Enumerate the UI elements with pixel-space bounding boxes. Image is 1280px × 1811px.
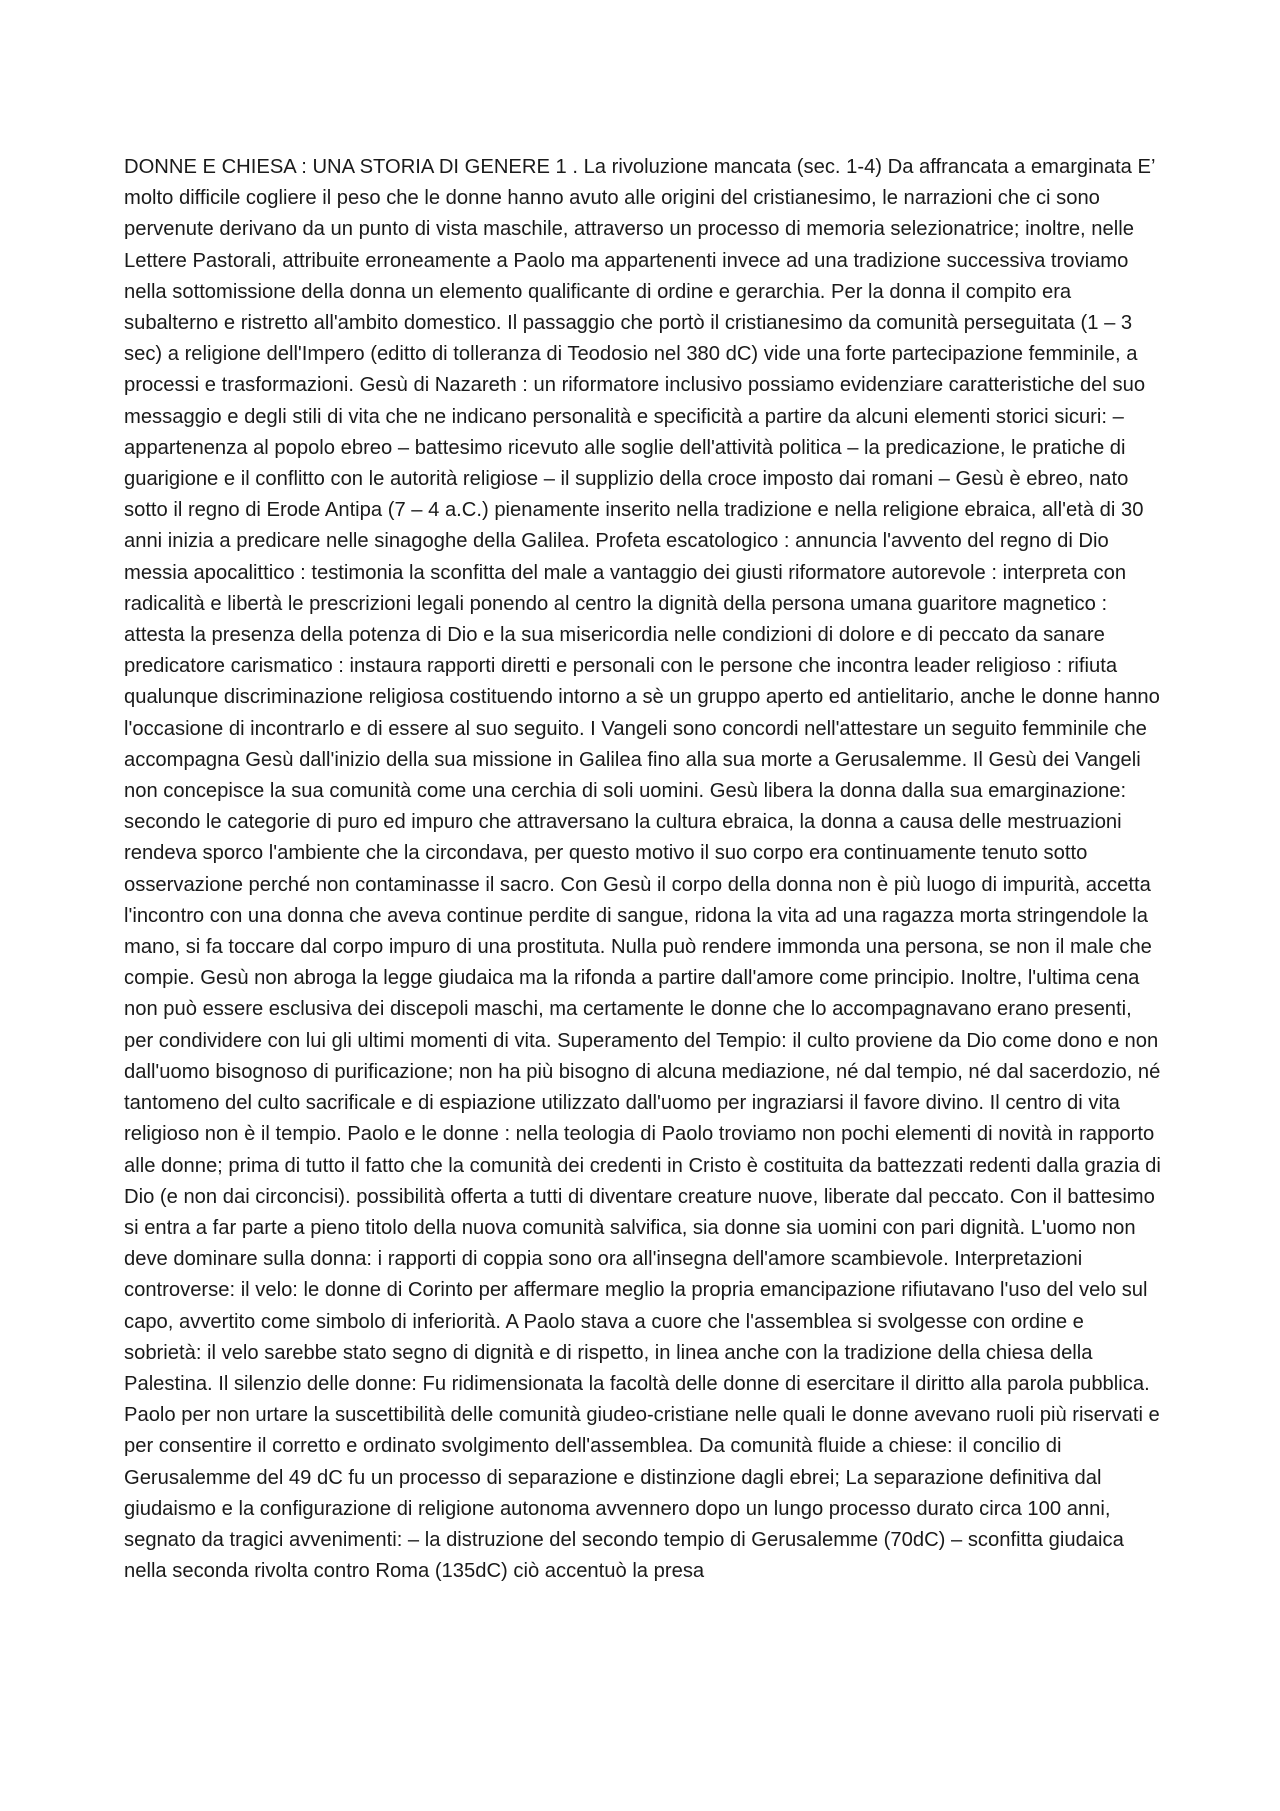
body-paragraph: DONNE E CHIESA : UNA STORIA DI GENERE 1 . La rivoluzione mancata (sec. 1-4) Da affrancata a emarginata E’ molto difficile cogliere il peso che le donne hanno avuto alle origini del cristianesimo, le narrazioni che ci sono pervenute derivano da un punto di vista maschile, attraverso un processo di memoria selezionatrice; inoltre, nelle Lettere Pastorali, attribuite erroneamente a Paolo ma appartenenti invece ad una tradizione successiva troviamo nella sottomissione della donna un elemento qualificante di ordine e gerarchia. Per la donna il compito era subalterno e ristretto all'ambito domestico. Il passaggio che portò il cristianesimo da comunità perseguitata (1 – 3 sec) a religione dell'Impero (editto di tolleranza di Teodosio nel 380 dC) vide una forte partecipazione femminile, a processi e trasformazioni. Gesù di Nazareth : un riformatore inclusivo possiamo evidenziare caratteristiche del suo messaggio e degli stili di vita che ne indicano personalità e specificità a partire da alcuni elementi storici sicuri: – appartenenza al popolo ebreo – battesimo ricevuto alle soglie dell'attività politica – la predicazione, le pratiche di guarigione e il conflitto con le autorità religiose – il supplizio della croce imposto dai romani – Gesù è ebreo, nato sotto il regno di Erode Antipa (7 – 4 a.C.) pienamente inserito nella tradizione e nella religione ebraica, all'età di 30 anni inizia a predicare nelle sinagoghe della Galilea. Profeta escatologico : annuncia l'avvento del regno di Dio messia apocalittico : testimonia la sconfitta del male a vantaggio dei giusti riformatore autorevole : interpreta con radicalità e libertà le prescrizioni legali ponendo al centro la dignità della persona umana guaritore magnetico : attesta la presenza della potenza di Dio e la sua misericordia nelle condizioni di dolore e di peccato da sanare predicatore carismatico : instaura rapporti diretti e personali con le persone che incontra leader religioso : rifiuta qualunque discriminazione religiosa costituendo intorno a sè un gruppo aperto ed antielitario, anche le donne hanno l'occasione di incontrarlo e di essere al suo seguito. I Vangeli sono concordi nell'attestare un seguito femminile che accompagna Gesù dall'inizio della sua missione in Galilea fino alla sua morte a Gerusalemme. Il Gesù dei Vangeli non concepisce la sua comunità come una cerchia di soli uomini. Gesù libera la donna dalla sua emarginazione: secondo le categorie di puro ed impuro che attraversano la cultura ebraica, la donna a causa delle mestruazioni rendeva sporco l'ambiente che la circondava, per questo motivo il suo corpo era continuamente tenuto sotto osservazione perché non contaminasse il sacro. Con Gesù il corpo della donna non è più luogo di impurità, accetta l'incontro con una donna che aveva continue perdite di sangue, ridona la vita ad una ragazza morta stringendole la mano, si fa toccare dal corpo impuro di una prostituta. Nulla può rendere immonda una persona, se non il male che compie. Gesù non abroga la legge giudaica ma la rifonda a partire dall'amore come principio. Inoltre, l'ultima cena non può essere esclusiva dei discepoli maschi, ma certamente le donne che lo accompagnavano erano presenti, per condividere con lui gli ultimi momenti di vita. Superamento del Tempio: il culto proviene da Dio come dono e non dall'uomo bisognoso di purificazione; non ha più bisogno di alcuna mediazione, né dal tempio, né dal sacerdozio, né tantomeno del culto sacrificale e di espiazione utilizzato dall'uomo per ingraziarsi il favore divino. Il centro di vita religioso non è il tempio. Paolo e le donne : nella teologia di Paolo troviamo non pochi elementi di novità in rapporto alle donne; prima di tutto il fatto che la comunità dei credenti in Cristo è costituita da battezzati redenti dalla grazia di Dio (e non dai circoncisi). possibilità offerta a tutti di diventare creature nuove, liberate dal peccato. Con il battesimo si entra a far parte a pieno titolo della nuova comunità salvifica, sia donne sia uomini con pari dignità. L'uomo non deve dominare sulla donna: i rapporti di coppia sono ora all'insegna dell'amore scambievole. Interpretazioni controverse: il velo: le donne di Corinto per affermare meglio la propria emancipazione rifiutavano l'uso del velo sul capo, avvertito come simbolo di inferiorità. A Paolo stava a cuore che l'assemblea si svolgesse con ordine e sobrietà: il velo sarebbe stato segno di dignità e di rispetto, in linea anche con la tradizione della chiesa della Palestina. Il silenzio delle donne: Fu ridimensionata la facoltà delle donne di esercitare il diritto alla parola pubblica. Paolo per non urtare la suscettibilità delle comunità giudeo-cristiane nelle quali le donne avevano ruoli più riservati e per consentire il corretto e ordinato svolgimento dell'assemblea. Da comunità fluide a chiese: il concilio di Gerusalemme del 49 dC fu un processo di separazione e distinzione dagli ebrei; La separazione definitiva dal giudaismo e la configurazione di religione autonoma avvennero dopo un lungo processo durato circa 100 anni, segnato da tragici avvenimenti: – la distruzione del secondo tempio di Gerusalemme (70dC) – sconfitta giudaica nella seconda rivolta contro Roma (135dC) ciò accentuò la presa [124,156,1161,1583]
document-text-block [124,152,1164,1587]
